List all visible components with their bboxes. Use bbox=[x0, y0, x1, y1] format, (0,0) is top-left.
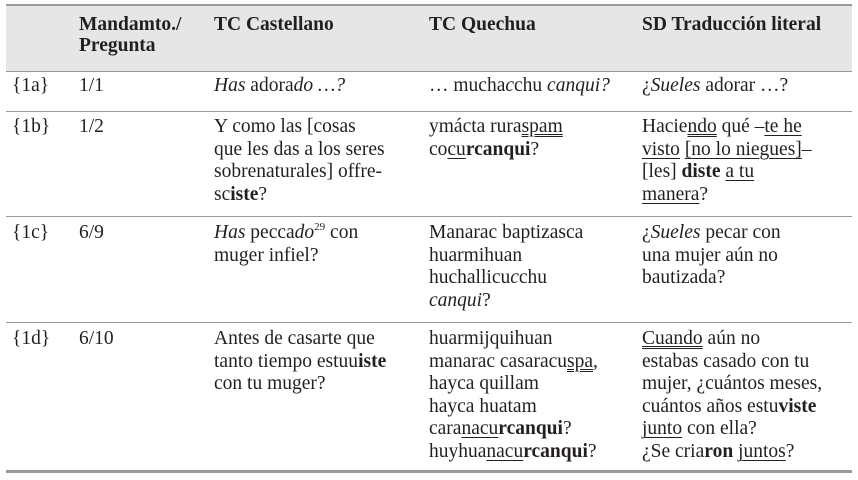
row-rule bbox=[6, 216, 852, 217]
footnote-marker: 29 bbox=[314, 221, 326, 233]
castellano-text: Antes de casarte que tanto tiempo estuuiste con tu muger? bbox=[214, 328, 387, 395]
header-mandamiento: Mandamto./ Pregunta bbox=[79, 14, 182, 56]
traduccion-text: ¿Sueles adorar …? bbox=[642, 75, 789, 96]
header-tc-castellano: TC Castellano bbox=[214, 14, 334, 35]
row-mandamiento: 1/2 bbox=[79, 116, 104, 137]
row-mandamiento: 6/9 bbox=[79, 222, 104, 243]
castellano-text: Has adorado …? bbox=[214, 75, 346, 96]
row-rule bbox=[6, 322, 852, 323]
row-id: {1b} bbox=[12, 116, 51, 137]
row-id: {1c} bbox=[12, 222, 50, 243]
quechua-text: ymácta ruraspam cocurcanqui? bbox=[429, 116, 563, 160]
row-rule bbox=[6, 111, 852, 112]
quechua-text: Manarac baptizasca huarmihuan huchallicucchu canqui? bbox=[429, 222, 584, 311]
traduccion-text: Haciendo qué –te he visto [no lo niegues]– [les] diste a tu manera? bbox=[642, 116, 812, 205]
header-sd-traduccion: SD Traducción literal bbox=[642, 14, 822, 35]
row-mandamiento: 6/10 bbox=[79, 328, 114, 349]
bottom-rule bbox=[6, 470, 852, 473]
castellano-text: Y como las [cosas que les das a los seres sobrenaturales] offre- sciste? bbox=[214, 116, 385, 205]
castellano-text: Has peccado$^{29}$ con muger infiel? bbox=[214, 221, 359, 266]
row-mandamiento: 1/1 bbox=[79, 75, 104, 96]
header-rule bbox=[6, 71, 852, 72]
row-id: {1a} bbox=[12, 75, 50, 96]
traduccion-text: Cuando aún no estabas casado con tu mujer, ¿cuántos meses, cuántos años estuviste junto con ella? ¿Se criaron juntos? bbox=[642, 328, 823, 462]
row-id: {1d} bbox=[12, 328, 51, 349]
quechua-text: … muchacchu canqui? bbox=[429, 75, 610, 96]
traduccion-text: ¿Sueles pecar con una mujer aún no bautizada? bbox=[642, 222, 781, 289]
header-tc-quechua: TC Quechua bbox=[429, 14, 536, 35]
quechua-text: huarmijquihuan manarac casaracuspa, hayca quillam hayca huatam caranacurcanqui? huyhuanacurcanqui? bbox=[429, 328, 598, 462]
